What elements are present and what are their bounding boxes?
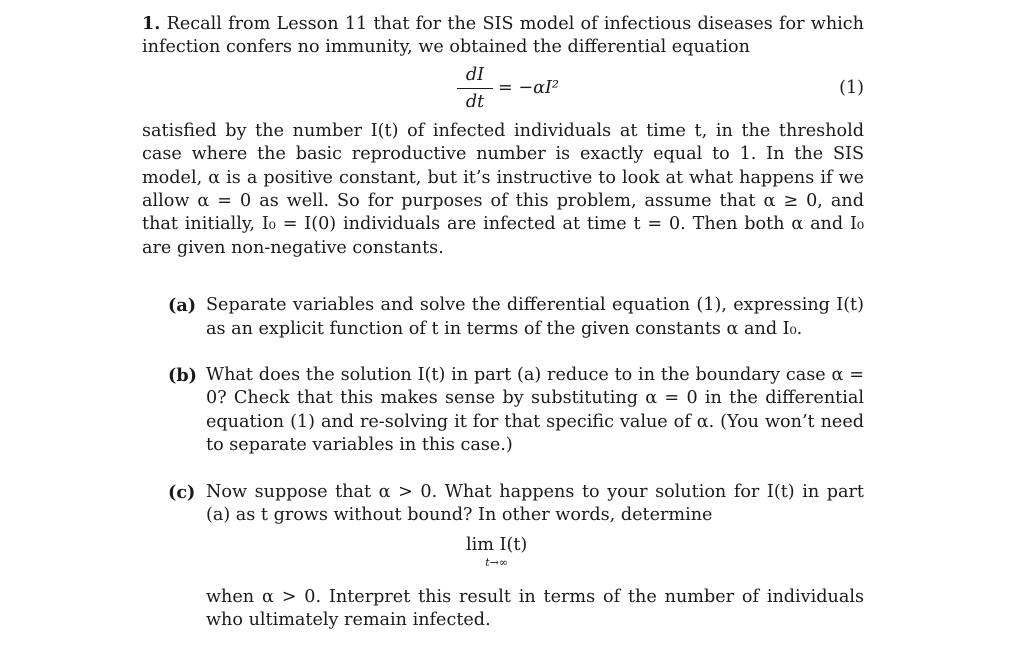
intro-text: Recall from Lesson 11 that for the SIS model of infectious diseases for which infection confers no immunity, we obtained the differential equation [142,14,864,58]
limit-main: lim I(t) [466,534,528,555]
problem-document [142,12,864,655]
problem-body: satisfied by the number I(t) of infected individuals at time t, in the threshold case where the basic reproductive number is exactly equal to 1. In the SIS model, α is a positive constant, but it’s instructive to look at what happens if we allow α = 0 as well. So for purposes of this problem, assume that α ≥ 0, and that initially, I₀ = I(0) individuals are infected at time t = 0. Then both α and I₀ are given non-negative constants. [142,120,864,258]
problem-number: 1. [142,13,161,34]
problem-intro [142,12,864,60]
limit-expression [206,528,864,586]
equation-1 [142,62,864,120]
limit [466,534,527,569]
fraction-numerator: dI [465,64,485,85]
part-a-text: Separate variables and solve the differential equation (1), expressing I(t) as an explicit function of t in terms of the given constants α and I₀. [206,295,864,339]
limit-subscript: t→∞ [485,555,509,569]
part-a [168,294,864,341]
parts-list [142,294,864,632]
part-c [168,481,864,633]
part-c-label: (c) [168,481,196,503]
part-b-label: (b) [168,365,197,387]
derivative-fraction [455,64,495,113]
part-c-text-after: when α > 0. Interpret this result in terms of the number of individuals who ultimately remain infected. [206,586,864,630]
part-b [168,364,864,458]
part-a-label: (a) [168,295,197,317]
equation-rhs: = −αI² [498,77,559,98]
fraction-denominator: dt [465,91,485,112]
part-b-text: What does the solution I(t) in part (a) reduce to in the boundary case α = 0? Check that this makes sense by substituting α = 0 in the differential equation (1) and re-solving it for that specific value of α. (You won’t need to separate variables in this case.) [206,365,864,456]
equation-number: (1) [839,77,864,98]
fraction-bar [457,88,493,89]
part-c-text-before: Now suppose that α > 0. What happens to your solution for I(t) in part (a) as t grows without bound? In other words, determine [206,481,864,526]
